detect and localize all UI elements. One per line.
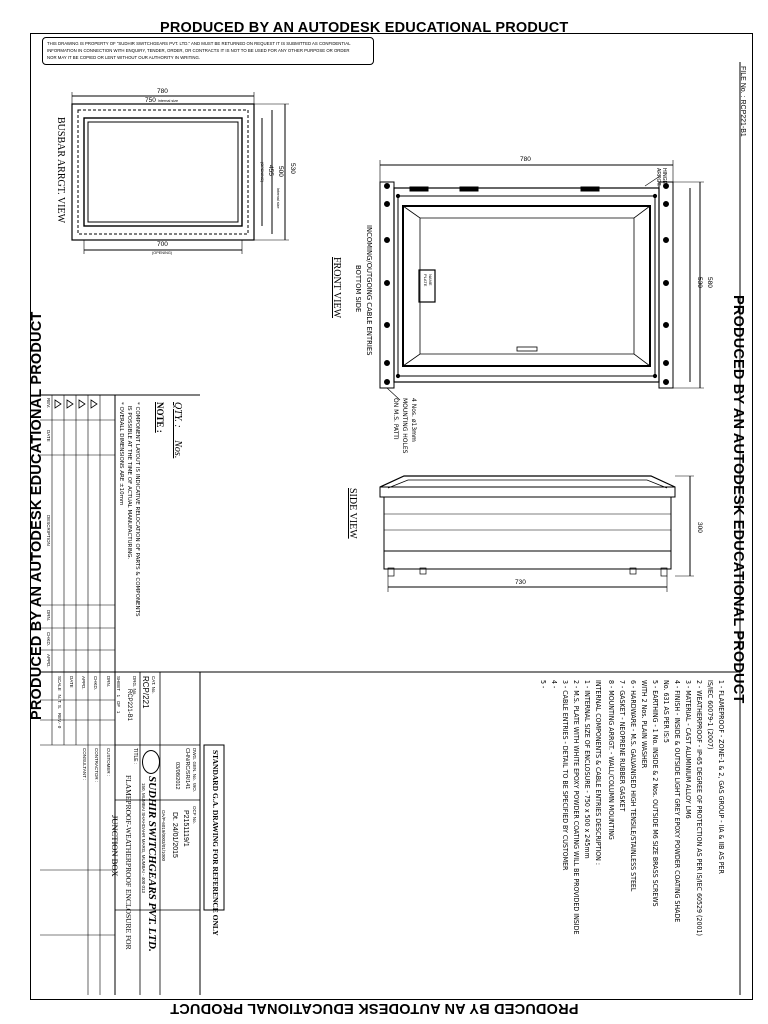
busbar-view-label: BUSBAR ARRGT. VIEW: [55, 117, 66, 224]
disclaimer-line-1: THIS DRAWING IS PROPERTY OF "SUDHIR SWITCHGEARS PVT. LTD." AND MUST BE RETURNED ON REQUEST IT IS SUBMITTED AS CONFIDENTIAL: [47, 41, 351, 46]
busbar-dim-700-note: (OPENING): [152, 251, 173, 255]
mounting-line-3: ON M.S. PATTI: [392, 398, 399, 440]
title-value: FLAMEPROOF-WEATHERPROOF ENCLOSURE FOR: [124, 775, 133, 950]
busbar-dim-500: 500: [277, 166, 284, 177]
busbar-dim-455: 455: [267, 165, 274, 176]
note-line-3: * OVERALL DIMENSIONS ARE ±10mm: [118, 402, 124, 506]
cat-value: RCP/221: [141, 676, 150, 709]
bottom-side-label: BOTTOM SIDE: [354, 265, 362, 313]
busbar-dim-700: 700: [157, 241, 168, 248]
drg-value: RCP221-B1: [126, 689, 132, 722]
side-dim-300: 300: [696, 522, 703, 533]
contractor-label: CONTRACTOR :: [94, 748, 99, 783]
rev-header-chkd: CHKD.: [46, 632, 51, 647]
spec-line-7: 5 - EARTHING - 1 No. INSIDE & 2 Nos. OUTSIDE M6 SIZE BRASS SCREWS: [651, 680, 659, 907]
busbar-dim-530: 530: [289, 163, 296, 174]
cable-entries-label: INCOMING/OUTGOING CABLE ENTRIES: [365, 225, 373, 356]
disclaimer-line-3: NOR MAY IT BE COPIED OR LENT WITHOUT OUR AUTHORITY IN WRITING.: [47, 55, 201, 60]
ocf-label: OCF No.: [192, 806, 197, 824]
appd-label: APPD.: [81, 676, 86, 690]
busbar-dim-750-note: Internal size: [157, 99, 179, 103]
scale-label: SCALE N. T. S. REV.- 0: [57, 676, 62, 729]
mounting-line-1: 4 Nos. ø13mm: [410, 398, 417, 442]
title-label: TITLE :: [132, 748, 138, 765]
watermark-top: PRODUCED BY AN AUTODESK EDUCATIONAL PRODUCT: [160, 20, 569, 36]
date-label: DATE: [69, 676, 74, 688]
customer-ref: OA/P-6019/0003/01/1000: [161, 810, 166, 862]
rev-header-appd: APPD.: [46, 654, 51, 668]
watermark-left: PRODUCED BY AN AUTODESK EDUCATIONAL PRODUCT: [29, 311, 45, 720]
ocf-date: Dt. 24/01/2015: [171, 812, 178, 858]
note-line-2: IS POSSIBLE AT THE TIME OF ACTUAL MANUFACTURING.: [126, 402, 132, 560]
watermark-bottom: PRODUCED BY AN AUTODESK EDUCATIONAL PRODUCT: [170, 1000, 579, 1016]
front-dim-530: 530: [696, 277, 703, 288]
disclaimer-line-2: INFORMATION IN CONNECTION WITH ENQUIRY, TENDER, ORDER, OR CONTRACTS IT IS NOT TO BE USED FOR ANY OTHER PURPOSE OR ORDER: [47, 48, 350, 53]
company-name: SUDHIR SWITCHGEARS PVT. LTD.: [146, 776, 158, 952]
spec-line-9: 6 - HARDWARE - M.S. GALVANISED HIGH TENSILE/STAINLESS STEEL: [629, 680, 637, 892]
rev-header-description: DESCRIPTION: [46, 515, 51, 546]
busbar-dim-750: [145, 97, 178, 104]
specifications-list: [537, 680, 726, 936]
spec-line-8: WITH 2 Nos. PLAIN WASHER: [640, 680, 648, 769]
watermark-right: PRODUCED BY AN AUTODESK EDUCATIONAL PRODUCT: [730, 295, 746, 704]
busbar-dim-455-note: (OPENING): [260, 162, 264, 183]
internal-line-1: 1 - INTERNAL SIZE OF ENCLOSURE - 750 x 500 x 245mm: [583, 680, 591, 859]
chkd-label: CHKD.: [93, 676, 98, 691]
sheet-label: SHEET 1 OF 1: [116, 676, 121, 714]
rev-header-drn: DRN.: [46, 610, 51, 621]
rev-header-date: DATE: [46, 430, 51, 442]
busbar-view-drawing: [72, 92, 289, 254]
internal-line-2: 2 - M.S. PLATE WITH WHITE EPOXY POWDER COATING WILL BE PROVIDED INSIDE: [572, 680, 580, 935]
ocf-value: P2151119/1: [182, 810, 189, 847]
spec-line-11: 8 - MOUNTING ARRGT. - WALL/COLUMN MOUNTING: [607, 680, 615, 840]
busbar-dim-500-note: Internal size: [276, 188, 280, 209]
side-view-drawing: [380, 476, 694, 592]
front-dim-580: 580: [706, 277, 713, 288]
front-view-label: FRONT VIEW: [331, 257, 342, 319]
name-plate-label: NAME PLATE: [423, 274, 433, 287]
internal-line-3: 3 - CABLE ENTRIES - DETAIL TO BE SPECIFIED BY CUSTOMER: [561, 680, 569, 871]
spec-line-3: 2 - WEATHERPROOF - IP-65 DEGREE OF PROTECTION AS PER IS/IEC 60529 (2001): [695, 680, 703, 936]
rev-header-rev: REV.: [46, 398, 51, 409]
qty-label: QTY. : Nos.: [172, 402, 183, 459]
front-dim-780: 780: [520, 156, 531, 163]
wo-label: WO.: [192, 783, 197, 792]
spec-line-4: 3 - MATERIAL - CAST ALUMINIUM ALLOY LM6: [684, 680, 692, 819]
internal-line-5: 5 -: [539, 680, 547, 689]
spec-line-2: IS/IEC 60079-1 (2007): [706, 680, 714, 750]
dwg-gen-value: CHN/RC/SR/141: [184, 748, 190, 790]
dwg-date-value: 03/08/2012: [174, 762, 180, 790]
title-value-2: JUNCTION BOX: [110, 815, 120, 877]
spec-line-5: 4 - FINISH - INSIDE & OUTSIDE LIGHT GREY EPOXY POWDER COATING SHADE: [673, 680, 681, 923]
company-logo: [142, 750, 160, 774]
spec-line-1: 1 - FLAMEPROOF - ZONE-1 & 2, GAS GROUP - IIA & IIB AS PER: [717, 680, 725, 874]
standard-drawing-label: STANDARD G.A. DRAWING FOR REFERENCE ONLY: [211, 750, 220, 936]
file-number: FILE No. : RCP221-B1: [739, 66, 746, 137]
cat-label: CAT. No.: [151, 676, 156, 694]
dwg-gen-label: DWG. GEN. No.: [192, 748, 197, 781]
internal-line-4: 4 -: [550, 680, 558, 689]
spec-line-10: 7 - GASKET - NEOPRENE RUBBER GASKET: [618, 680, 626, 812]
hinge-label: HINGE ARRGT.: [655, 168, 667, 187]
busbar-dim-780: 780: [157, 88, 168, 95]
consultant-label: CONSULTANT :: [82, 748, 87, 781]
busbar-dim-750-value: 750: [145, 97, 156, 104]
mounting-line-2: MOUNTING HOLES: [401, 398, 408, 454]
company-address: 150, MUMBAI SHAHDAHR MARG, MUMBAI - 400 013: [141, 783, 146, 894]
drg-label: DRG. No.: [132, 676, 137, 696]
note-line-1: * COMPONENT LAYOUT IS INDICATIVE RELOCATION OF PARTS & COMPONENTS: [134, 402, 140, 617]
drn-label: DRN.: [106, 676, 111, 687]
side-view-label: SIDE VIEW: [347, 488, 358, 539]
spec-line-6: No. 631 AS PER IS:5: [662, 680, 670, 743]
note-title: NOTE :: [155, 402, 165, 433]
customer-label: CUSTOMER :: [106, 748, 111, 777]
internal-title: INTERNAL COMPONENTS & CABLE ENTRIES DESCRIPTION :: [594, 680, 602, 865]
side-dim-730: 730: [515, 579, 526, 586]
